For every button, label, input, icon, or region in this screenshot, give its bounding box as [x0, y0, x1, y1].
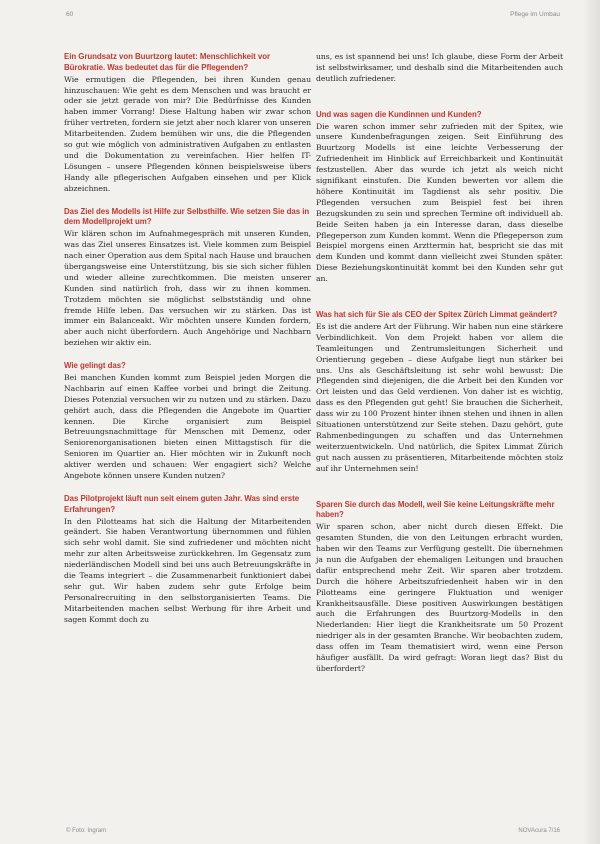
right-column [316, 52, 563, 675]
section-title: Pflege im Umbau [510, 11, 560, 18]
question-heading: Ein Grundsatz von Buurtzorg lautet: Menschlichkeit vor Bürokratie. Was bedeutet das für die Pflegenden? [64, 52, 270, 72]
answer-paragraph: Wir klären schon im Aufnahmegespräch mit unseren Kunden, was das Ziel unseres Einsatzes ist. Viele kommen zum Beispiel nach einer Operation aus dem Spital nach Hause und brauchen übergangsweise eine Unterstützung, bis sie sich sicher fühlen und wieder alleine zurechtkommen. Die meisten unserer Kunden sind natürlich froh, dass wir zu ihnen kommen. Trotzdem möchten sie möglichst selbstständig und ohne fremde Hilfe leben. Das versuchen wir zu stärken. Das ist immer ein Balanceakt. Wir möchten unsere Kunden fordern, aber auch nicht überfordern. Auch Angehörige und Nachbarn beziehen wir aktiv ein. [64, 229, 311, 348]
question-heading: Sparen Sie durch das Modell, weil Sie keine Leitungskräfte mehr haben? [316, 499, 555, 520]
binding-shadow [582, 0, 600, 844]
answer-paragraph: Die waren schon immer sehr zufrieden mit der Spitex, wie unsere Kundenbefragungen zeigen. Seit Einführung des Buurtzorg Modells ist eine leichte Verbesserung der Zufriedenheit im Hinblick auf Erreichbarkeit und Kontinuität festzustellen. Aber das wurde ich jetzt als weich nicht signifikant einstufen. Die Kunden bewerten vor allem die höhere Kontinuität im Tagdienst als sehr positiv. Die Pflegenden versuchen zum Beispiel fest bei ihren Bezugskunden zu sein und sprechen Termine oft individuell ab. Beide Seiten haben ja ein Interesse daran, dass dieselbe Pflegeperson zum Kunden kommt. Wenn die Pflegeperson zum Beispiel morgens einen Arzttermin hat, bespricht sie das mit dem Kunden und kommt dann vielleicht zwei Stunden später. Diese Beziehungskontinuität kommt bei den Kunden sehr gut an. [316, 121, 563, 284]
photo-credit: © Foto: Ingram [66, 828, 107, 834]
answer-paragraph: Es ist die andere Art der Führung. Wir haben nun eine stärkere Verbindlichkeit. Von dem Projekt haben vor allem die Teamleitungen und Zentrumsleitungen Sicherheit und Orientierung gegeben – diese Aufgabe liegt nun stärker bei uns. Uns als Geschäftsleitung ist sehr wohl bewusst: Die Pflegenden sind diejenigen, die die Arbeit bei den Kunden vor Ort leisten und das Geld verdienen. Von daher ist es wichtig, dass es den Pflegenden gut geht! Sie brauchen die Sicherheit, dass wir zu 100 Prozent hinter ihnen stehen und ihnen in allen Situationen unterstützend zur Seite stehen. Dazu gehört, gute Rahmenbedingungen zu schaffen und das Unternehmen weiterzuentwickeln. Und natürlich, die Spitex Limmat Zürich gut nach aussen zu präsentieren, Mitarbeitende möchten stolz auf ihr Unternehmen sein! [316, 321, 563, 473]
continued-paragraph: uns, es ist spannend bei uns! Ich glaube, diese Form der Arbeit ist selbstwirksamer, und deshalb sind die Mitarbeitenden auch deutlich zufriedener. [316, 52, 563, 83]
question-heading: Das Ziel des Modells ist Hilfe zur Selbsthilfe. Wie setzen Sie das in dem Modellprojekt um? [64, 206, 310, 227]
question-heading: Wie gelingt das? [64, 361, 126, 371]
page-header [0, 9, 600, 23]
answer-paragraph: Wir sparen schon, aber nicht durch diesen Effekt. Die gesamten Stunden, die von den Leitungen erbracht wurden, haben wir den Teams zur Verfügung gestellt. Die übernehmen ja nun die Aufgaben der ehemaligen Leitungen und brauchen dafür entsprechend mehr Zeit. Wir sparen aber trotzdem. Durch die höhere Arbeitszufriedenheit haben wir in den Pilotteams eine geringere Fluktuation und weniger Krankheitsausfälle. Diese positiven Auswirkungen bestätigen auch die Erfahrungen des Buurtzorg-Modells in den Niederlanden: Hier liegt die Krankheitsrate um 50 Prozent niedriger als in der gesamten Branche. Wir beobachten zudem, dass offen im Team thematisiert wird, wenn eine Person häufiger ausfällt. Da wird gefragt: Woran liegt das? Bist du überfordert? [316, 522, 563, 673]
left-column [64, 52, 311, 626]
question-heading: Was hat sich für Sie als CEO der Spitex Zürich Limmat geändert? [316, 310, 558, 320]
answer-paragraph: Bei manchen Kunden kommt zum Beispiel jeden Morgen die Nachbarin auf einen Kaffee vorbei und bringt die Zeitung. Dieses Potenzial versuchen wir zu nutzen und zu stärken. Dazu gehört auch, dass die Pflegenden die Angebote im Quartier kennen. Die Kirche organisiert zum Beispiel Betreuungsnachmittage für Menschen mit Demenz, oder Seniorenorganisationen bieten einen Mittagstisch für die Senioren im Quartier an. Hier möchten wir in Zukunft noch aktiver werden und schauen: Wer engagiert sich? Welche Angebote können unsere Kunden nutzen? [64, 372, 311, 481]
answer-paragraph: In den Pilotteams hat sich die Haltung der Mitarbeitenden geändert. Sie haben Verantwortung übernommen und fühlen sich sehr wohl damit. Sie sind zufriedener und möchten nicht mehr zur alten Arbeitsweise zurückkehren. Im Gegensatz zum niederländischen Modell sind bei uns auch Betreuungskräfte in die Teams integriert – die Zusammenarbeit funktioniert dabei sehr gut. Wir haben zudem sehr gute Erfolge beim Personalrecruiting in den selbstorganisierten Teams. Die Mitarbeitenden machen selbst Werbung für ihre Arbeit und sagen Kommt doch zu [64, 516, 311, 624]
answer-paragraph: Wie ermutigen die Pflegenden, bei ihren Kunden genau hinzuschauen: Wie geht es dem Menschen und was braucht er oder sie jetzt gerade von mir? Die Bedürfnisse des Kunden haben immer Vorrang! Diese Haltung haben wir zwar schon früher vertreten, fordern sie jetzt aber noch klarer von unseren Mitarbeitenden. Zudem bemühen wir uns, die die Pflegenden so gut wie möglich von administrativen Aufgaben zu entlasten und die Dokumentation zu vereinfachen. Hier helfen IT-Lösungen – unsere Pflegenden können beispielsweise übers Handy alle pflegerischen Aufgaben einsehen und per Klick abzeichnen. [64, 74, 311, 193]
page-number: 60 [66, 11, 74, 18]
question-heading: Das Pilotprojekt läuft nun seit einem guten Jahr. Was sind erste Erfahrungen? [64, 493, 300, 514]
question-heading: Und was sagen die Kundinnen und Kunden? [316, 109, 482, 119]
magazine-issue: NOVAcura 7/16 [518, 828, 560, 834]
